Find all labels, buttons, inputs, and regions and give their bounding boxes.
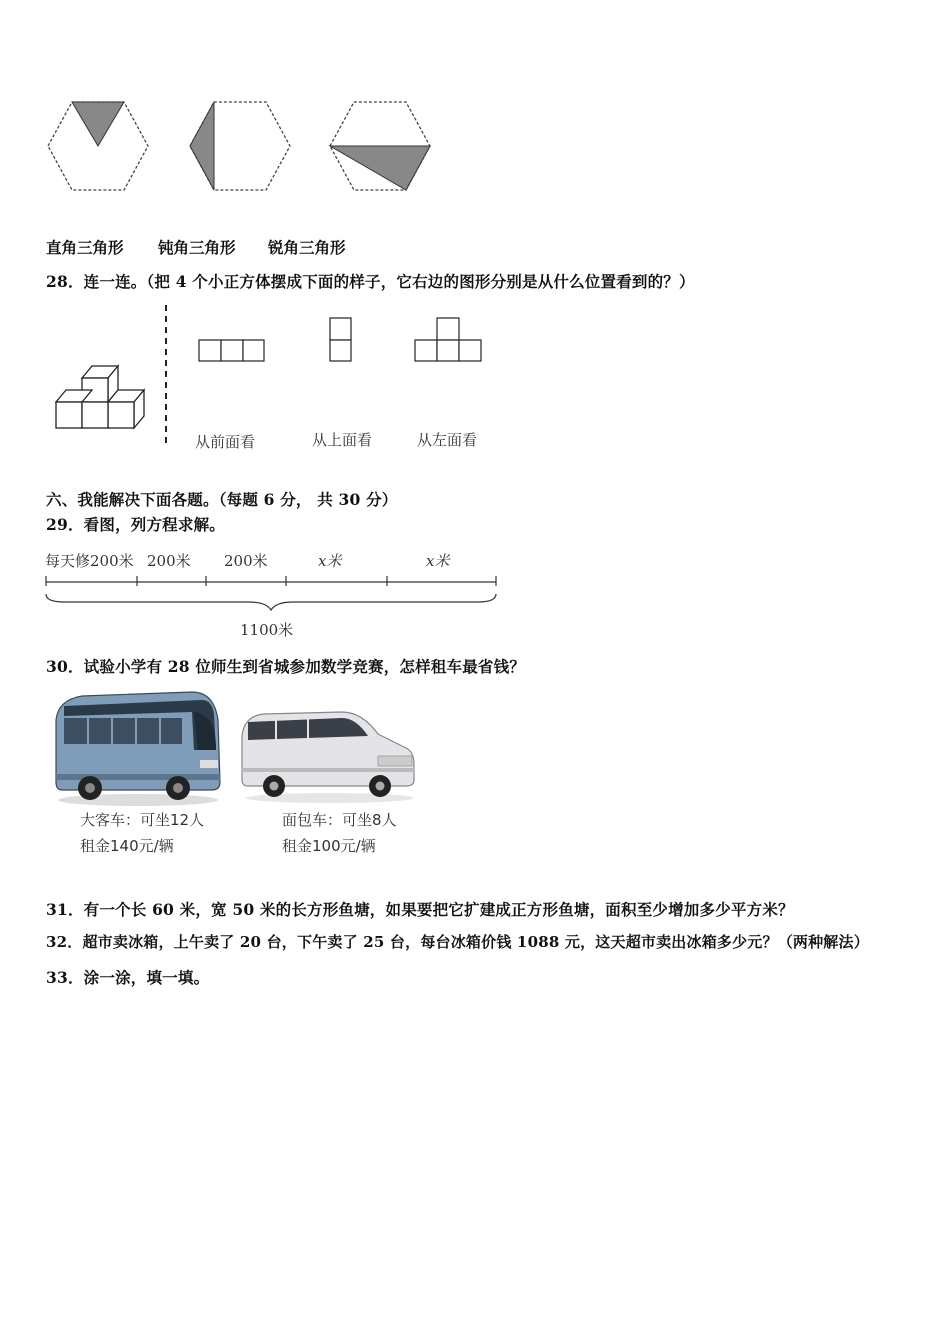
view-label-front: 从前面看: [195, 433, 256, 451]
total-brace: [46, 594, 496, 610]
hexagon-figure-2: [188, 100, 292, 192]
segment-label-2: 200米: [147, 552, 191, 570]
segment-label-3: 200米: [224, 552, 268, 570]
van-capacity: 面包车：可坐8人: [282, 811, 397, 829]
segment-label-5: x米: [426, 552, 450, 570]
segment-label-1: 每天修200米: [45, 552, 134, 570]
question-29: 29．看图，列方程求解。: [46, 515, 225, 534]
cube-stack-figure: [52, 360, 152, 435]
shaded-triangle: [190, 102, 214, 190]
question-32: 32．超市卖冰箱，上午卖了 20 台，下午卖了 25 台，每台冰箱价钱 1088 元，这天超市卖出冰箱多少元？（两种解法）: [46, 933, 869, 951]
view-shape-1: [198, 339, 266, 363]
hexagon-figure-1: [46, 100, 150, 192]
dashed-divider: [164, 305, 168, 447]
bus-image: [52, 690, 224, 808]
hexagon-figure-3: [328, 100, 432, 192]
view-shape-3: [413, 317, 483, 363]
view-label-top: 从上面看: [312, 431, 373, 449]
label-obtuse-triangle: 钝角三角形: [158, 238, 236, 257]
bus-capacity: 大客车：可坐12人: [80, 811, 205, 829]
label-acute-triangle: 锐角三角形: [268, 238, 346, 257]
question-33: 33．涂一涂，填一填。: [46, 968, 210, 987]
total-length-label: 1100米: [240, 621, 294, 639]
question-30: 30．试验小学有 28 位师生到省城参加数学竞赛，怎样租车最省钱？: [46, 657, 526, 676]
bus-rent: 租金140元/辆: [80, 837, 174, 855]
question-31: 31．有一个长 60 米，宽 50 米的长方形鱼塘，如果要把它扩建成正方形鱼塘，面积至少增加多少平方米？: [46, 900, 794, 919]
view-label-left: 从左面看: [417, 431, 478, 449]
segment-diagram: [44, 570, 504, 614]
section-6-title: 六、我能解决下面各题。（每题 6 分， 共 30 分）: [46, 490, 398, 509]
view-shape-2: [329, 317, 353, 363]
label-right-triangle: 直角三角形: [46, 238, 124, 257]
question-28: 28．连一连。（把 4 个小正方体摆成下面的样子，它右边的图形分别是从什么位置看到的？）: [46, 272, 695, 291]
segment-label-4: x米: [318, 552, 342, 570]
van-image: [238, 708, 418, 804]
van-rent: 租金100元/辆: [282, 837, 376, 855]
